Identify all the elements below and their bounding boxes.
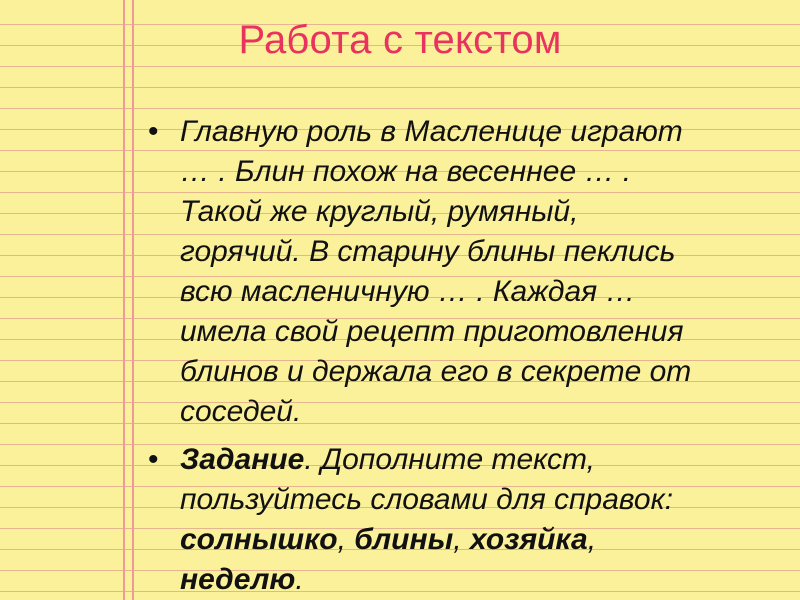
bullet-icon: • xyxy=(148,115,159,148)
margin-line-left xyxy=(123,0,125,600)
bullet-paragraph-text xyxy=(148,112,768,432)
text-line: блинов и держала его в секрете от xyxy=(180,355,692,388)
text-line: Главную роль в Масленице играют xyxy=(180,115,683,148)
notebook-margin-lines xyxy=(123,0,135,600)
word-hint: неделю xyxy=(180,563,296,596)
text-line: соседей. xyxy=(180,395,302,428)
text-line: … . Блин похож на весеннее … . xyxy=(180,155,632,188)
task-text: пользуйтесь словами для справок: xyxy=(180,483,674,516)
text-line: Такой же круглый, румяный, xyxy=(180,195,579,228)
task-label: Задание xyxy=(180,443,305,476)
bullet-list xyxy=(148,112,768,600)
bullet-paragraph-task xyxy=(148,440,768,600)
word-hint: блины xyxy=(354,523,454,556)
word-separator: , xyxy=(337,523,355,556)
word-separator: , xyxy=(453,523,470,556)
slide-title: Работа с текстом xyxy=(238,18,562,62)
word-separator: , xyxy=(587,523,597,556)
bullet-icon: • xyxy=(148,443,159,476)
word-hint: хозяйка xyxy=(469,523,588,556)
task-text: . Дополните текст, xyxy=(304,443,595,476)
text-line: горячий. В старину блины пеклись xyxy=(180,235,676,268)
word-hint: солнышко xyxy=(180,523,338,556)
text-line: имела свой рецепт приготовления xyxy=(180,315,684,348)
slide-content xyxy=(148,112,768,600)
word-end: . xyxy=(295,563,304,596)
margin-line-right xyxy=(132,0,134,600)
text-line: всю масленичную … . Каждая … xyxy=(180,275,636,308)
